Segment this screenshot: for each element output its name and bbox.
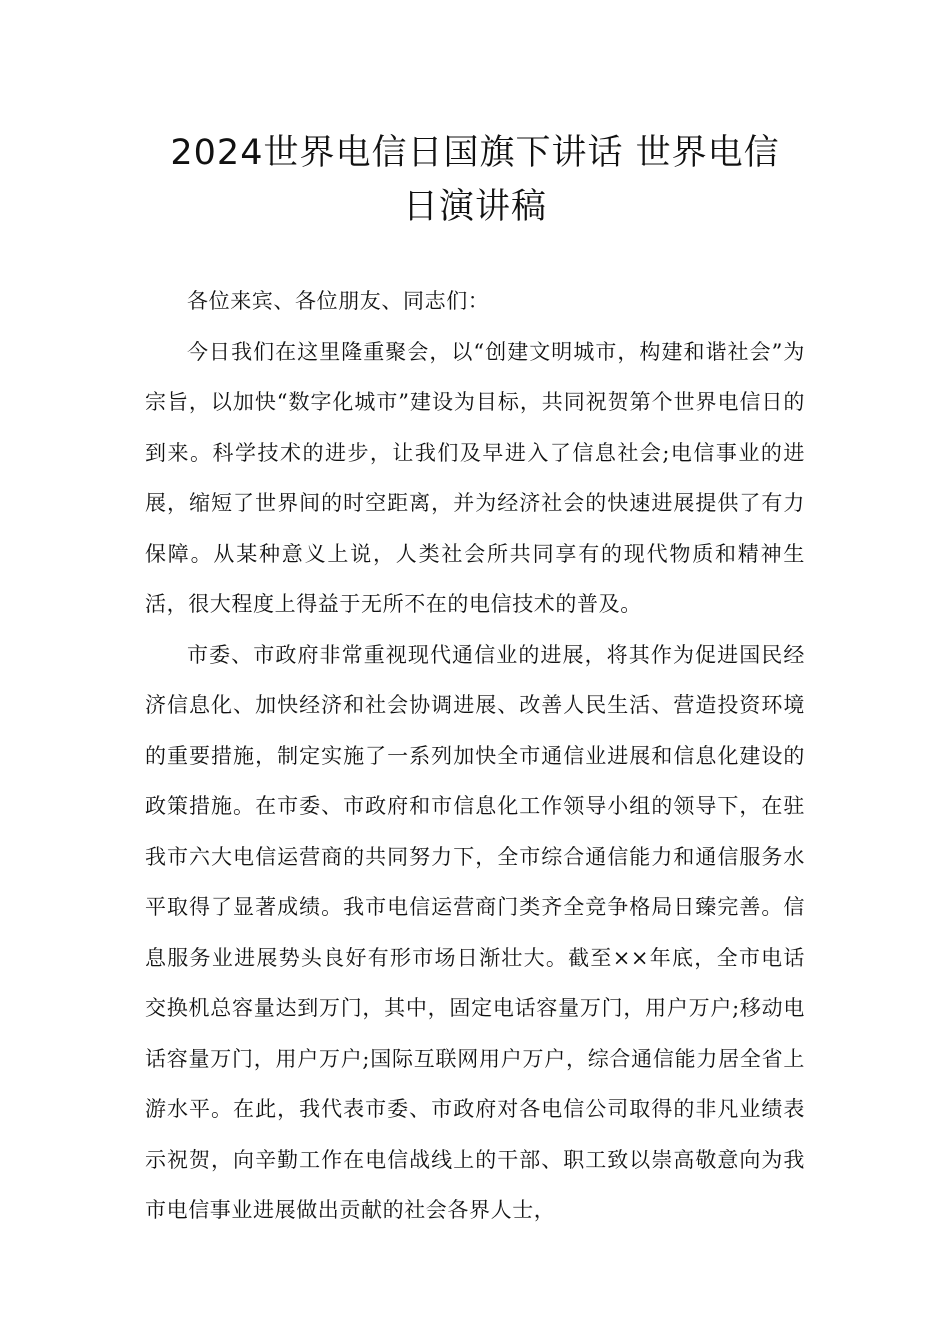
title-line-1: 2024世界电信日国旗下讲话 世界电信 bbox=[170, 133, 780, 173]
document-body bbox=[145, 276, 805, 1236]
document-title bbox=[140, 126, 810, 234]
salutation-paragraph: 各位来宾、各位朋友、同志们： bbox=[187, 289, 490, 313]
title-line-2: 日演讲稿 bbox=[402, 187, 547, 227]
body-paragraph-2: 市委、市政府非常重视现代通信业的进展，将其作为促进国民经济信息化、加快经济和社会协调进展、改善人民生活、营造投资环境的重要措施，制定实施了一系列加快全市通信业进展和信息化建设的政策措施。在市委、市政府和市信息化工作领导小组的领导下，在驻我市六大电信运营商的共同努力下，全市综合通信能力和通信服务水平取得了显著成绩。我市电信运营商门类齐全竞争格局日臻完善。信息服务业进展势头良好有形市场日渐壮大。截至××年底，全市电话交换机总容量达到万门，其中，固定电话容量万门，用户万户;移动电话容量万门，用户万户;国际互联网用户万户，综合通信能力居全省上游水平。在此，我代表市委、市政府对各电信公司取得的非凡业绩表示祝贺，向辛勤工作在电信战线上的干部、职工致以崇高敬意向为我市电信事业进展做出贡献的社会各界人士， bbox=[145, 642, 805, 1222]
body-paragraph-1: 今日我们在这里隆重聚会，以“创建文明城市，构建和谐社会”为宗旨，以加快“数字化城市”建设为目标，共同祝贺第个世界电信日的到来。科学技术的进步，让我们及早进入了信息社会;电信事业的进展，缩短了世界间的时空距离，并为经济社会的快速进展提供了有力保障。从某种意义上说，人类社会所共同享有的现代物质和精神生活，很大程度上得益于无所不在的电信技术的普及。 bbox=[145, 339, 805, 616]
